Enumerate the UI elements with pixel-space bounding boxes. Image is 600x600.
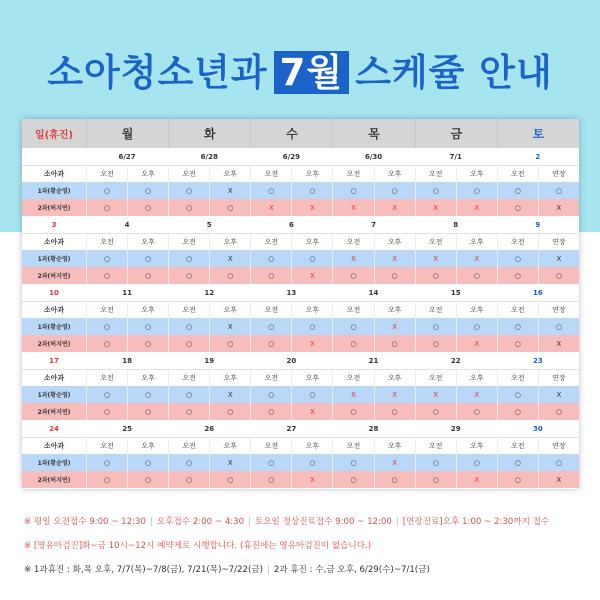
open-mark: ○ (168, 250, 209, 267)
open-mark: ○ (374, 403, 415, 420)
session-row (22, 437, 579, 454)
doctor2-row (22, 471, 579, 488)
open-mark: ○ (415, 471, 456, 488)
open-mark: ○ (456, 267, 497, 284)
date-row (22, 148, 579, 165)
doctor1-label: 1과(황순영) (37, 460, 71, 467)
closed-mark: X (374, 250, 415, 267)
date-cell: 15 (450, 288, 461, 297)
closed-mark: X (291, 267, 332, 284)
open-mark: ○ (497, 318, 538, 335)
session-label: 오전 (250, 370, 291, 386)
open-mark: ○ (127, 267, 168, 284)
open-mark: ○ (250, 454, 291, 471)
date-cell: 28 (368, 424, 379, 433)
date-cell: 25 (122, 424, 132, 433)
session-label: 오후 (291, 370, 332, 386)
closed-mark: X (415, 199, 456, 216)
open-mark: ○ (497, 403, 538, 420)
closed-mark: X (332, 199, 373, 216)
open-mark: ○ (86, 250, 127, 267)
date-cell: 20 (286, 356, 297, 365)
session-label: 오후 (209, 438, 250, 454)
open-mark: ○ (127, 335, 168, 352)
session-label: 오전 (332, 438, 373, 454)
open-mark: ○ (538, 267, 579, 284)
open-mark: ○ (86, 335, 127, 352)
open-mark: ○ (127, 182, 168, 199)
session-label: 오후 (456, 302, 497, 318)
session-label: 오후 (456, 166, 497, 182)
doctor2-label: 2과(허지연) (37, 273, 71, 280)
date-cell: 26 (204, 424, 215, 433)
open-mark: ○ (291, 454, 332, 471)
closed-mark: X (291, 471, 332, 488)
open-mark: ○ (168, 182, 209, 199)
session-label: 오전 (415, 438, 456, 454)
open-mark: ○ (374, 471, 415, 488)
session-label: 연장 (538, 234, 579, 250)
open-mark: ○ (209, 471, 250, 488)
week-block (22, 352, 579, 420)
session-label: 오후 (209, 302, 250, 318)
session-label: 오전 (168, 234, 209, 250)
open-mark: ○ (250, 471, 291, 488)
pediatrics-label: 소아과 (43, 170, 65, 178)
notice-saturday: 토요일 정상진료접수 9:00 ~ 12:00 (254, 517, 392, 527)
date-cell: 30 (532, 424, 543, 433)
session-label: 오전 (332, 302, 373, 318)
open-mark: ○ (168, 267, 209, 284)
date-cell: 12 (204, 288, 215, 297)
session-label: 오후 (291, 234, 332, 250)
date-cell: 9 (535, 220, 541, 229)
open-mark: ○ (86, 318, 127, 335)
doctor2-row (22, 267, 579, 284)
open-mark: ○ (415, 318, 456, 335)
open-mark: ○ (127, 454, 168, 471)
date-cell: 8 (453, 220, 459, 229)
pediatrics-label: 소아과 (43, 442, 65, 450)
open-mark: ○ (209, 335, 250, 352)
closed-mark: X (209, 318, 250, 335)
closed-mark: X (291, 403, 332, 420)
closed-mark: X (456, 386, 497, 403)
open-mark: ○ (497, 454, 538, 471)
page-title (0, 42, 600, 96)
header-saturday: 토 (497, 119, 579, 148)
session-label: 연장 (538, 166, 579, 182)
closed-mark: X (538, 386, 579, 403)
open-mark: ○ (415, 403, 456, 420)
closed-mark: X (332, 250, 373, 267)
notice-extended: [연장진료]오후 1:00 ~ 2:30까지 접수 (402, 517, 550, 527)
session-label: 오후 (374, 234, 415, 250)
doctor1-row (22, 454, 579, 471)
session-label: 오후 (209, 370, 250, 386)
date-cell: 5 (206, 220, 212, 229)
session-label: 오전 (250, 166, 291, 182)
doctor1-label: 1과(황순영) (37, 188, 71, 195)
open-mark: ○ (497, 471, 538, 488)
date-cell: 6/29 (282, 152, 300, 161)
closed-mark: X (332, 386, 373, 403)
session-label: 오전 (86, 302, 127, 318)
date-cell: 2 (535, 152, 541, 161)
doctor2-row (22, 403, 579, 420)
header-thursday: 목 (332, 119, 414, 148)
open-mark: ○ (332, 471, 373, 488)
session-label: 오후 (291, 438, 332, 454)
date-row (22, 284, 579, 301)
open-mark: ○ (374, 335, 415, 352)
session-label: 오전 (250, 438, 291, 454)
open-mark: ○ (291, 318, 332, 335)
open-mark: ○ (538, 318, 579, 335)
session-label: 오후 (374, 302, 415, 318)
open-mark: ○ (86, 182, 127, 199)
sunday-date: 10 (49, 288, 59, 297)
session-label: 오전 (86, 370, 127, 386)
session-label: 오후 (127, 234, 168, 250)
header-sunday: 일(휴진) (34, 130, 74, 141)
session-label: 오전 (168, 370, 209, 386)
session-label: 오전 (497, 234, 538, 250)
open-mark: ○ (86, 199, 127, 216)
session-label: 오후 (456, 438, 497, 454)
date-row (22, 420, 579, 437)
session-label: 오전 (497, 370, 538, 386)
sunday-date: 24 (49, 424, 59, 433)
separator: | (149, 517, 153, 527)
open-mark: ○ (332, 267, 373, 284)
date-cell: 13 (286, 288, 297, 297)
open-mark: ○ (250, 250, 291, 267)
pediatrics-label: 소아과 (43, 306, 65, 314)
session-label: 오전 (168, 438, 209, 454)
doctor2-row (22, 335, 579, 352)
open-mark: ○ (374, 182, 415, 199)
session-label: 오후 (374, 166, 415, 182)
session-label: 오후 (374, 438, 415, 454)
separator: | (395, 517, 399, 527)
open-mark: ○ (250, 182, 291, 199)
header-monday: 월 (86, 119, 168, 148)
closed-mark: X (209, 182, 250, 199)
doctor1-label: 1과(황순영) (37, 256, 71, 263)
open-mark: ○ (250, 403, 291, 420)
open-mark: ○ (291, 182, 332, 199)
open-mark: ○ (291, 386, 332, 403)
open-mark: ○ (415, 335, 456, 352)
open-mark: ○ (209, 403, 250, 420)
closed-mark: X (538, 250, 579, 267)
doctor2-label: 2과(허지연) (37, 477, 71, 484)
session-label: 오후 (209, 234, 250, 250)
open-mark: ○ (86, 386, 127, 403)
date-cell: 6/27 (118, 152, 136, 161)
session-label: 오후 (291, 166, 332, 182)
session-label: 오전 (250, 234, 291, 250)
session-label: 오전 (168, 166, 209, 182)
date-cell: 7/1 (449, 152, 462, 161)
session-label: 오후 (456, 370, 497, 386)
closed-mark: X (209, 250, 250, 267)
open-mark: ○ (250, 335, 291, 352)
session-label: 오전 (86, 438, 127, 454)
session-label: 오전 (415, 166, 456, 182)
session-label: 오전 (250, 302, 291, 318)
open-mark: ○ (497, 199, 538, 216)
closed-mark: X (250, 199, 291, 216)
session-row (22, 233, 579, 250)
schedule-calendar (22, 119, 579, 489)
date-cell: 11 (122, 288, 132, 297)
date-cell: 19 (204, 356, 215, 365)
open-mark: ○ (538, 454, 579, 471)
open-mark: ○ (168, 403, 209, 420)
open-mark: ○ (86, 471, 127, 488)
closed-mark: X (415, 250, 456, 267)
title-prefix: 소아청소년과 (47, 51, 268, 94)
separator: | (266, 565, 270, 575)
open-mark: ○ (168, 386, 209, 403)
open-mark: ○ (127, 318, 168, 335)
closed-mark: X (456, 250, 497, 267)
session-row (22, 301, 579, 318)
date-row (22, 352, 579, 369)
date-row (22, 216, 579, 233)
week-block (22, 420, 579, 488)
date-cell: 6/28 (200, 152, 218, 161)
week-block (22, 148, 579, 216)
open-mark: ○ (456, 318, 497, 335)
closed-mark: X (415, 386, 456, 403)
open-mark: ○ (497, 267, 538, 284)
session-label: 오전 (332, 370, 373, 386)
session-label: 오후 (374, 370, 415, 386)
calendar-header (22, 119, 579, 148)
doctor1-label: 1과(황순영) (37, 324, 71, 331)
open-mark: ○ (127, 403, 168, 420)
closed-mark: X (374, 454, 415, 471)
doctor2-label: 2과(허지연) (37, 409, 71, 416)
title-suffix: 스케쥴 안내 (355, 51, 553, 94)
doctor2-label: 2과(허지연) (37, 341, 71, 348)
open-mark: ○ (456, 454, 497, 471)
closed-mark: X (456, 335, 497, 352)
session-label: 오전 (415, 234, 456, 250)
open-mark: ○ (168, 454, 209, 471)
notice-checkup: ※ [영유아검진]화~금 10시~12시 예약제로 시행합니다. (휴진에는 영유아검진이 없습니다.) (24, 541, 372, 551)
session-label: 오전 (332, 234, 373, 250)
session-label: 오전 (497, 302, 538, 318)
session-label: 오후 (209, 166, 250, 182)
open-mark: ○ (127, 386, 168, 403)
week-block (22, 216, 579, 284)
date-cell: 21 (368, 356, 379, 365)
closed-mark: X (538, 335, 579, 352)
closed-mark: X (538, 199, 579, 216)
open-mark: ○ (332, 454, 373, 471)
open-mark: ○ (415, 182, 456, 199)
session-label: 오전 (168, 302, 209, 318)
open-mark: ○ (168, 335, 209, 352)
sunday-date (22, 148, 86, 165)
doctor1-label: 1과(황순영) (37, 392, 71, 399)
session-label: 오후 (127, 370, 168, 386)
open-mark: ○ (86, 267, 127, 284)
session-label: 연장 (538, 302, 579, 318)
open-mark: ○ (127, 471, 168, 488)
doctor1-row (22, 182, 579, 199)
session-label: 오전 (415, 302, 456, 318)
date-cell: 18 (122, 356, 132, 365)
date-cell: 27 (286, 424, 297, 433)
sunday-date: 17 (49, 356, 59, 365)
sunday-date: 3 (51, 220, 57, 229)
open-mark: ○ (86, 454, 127, 471)
notice-doctor1-closure: ※ 1과휴진 : 화,목 오후, 7/7(목)~7/8(금), 7/21(목)~7/22(금) (24, 565, 263, 575)
session-label: 오전 (497, 438, 538, 454)
pediatrics-label: 소아과 (43, 238, 65, 246)
session-label: 오전 (86, 234, 127, 250)
date-cell: 22 (450, 356, 461, 365)
closed-mark: X (291, 335, 332, 352)
open-mark: ○ (209, 199, 250, 216)
session-label: 오후 (456, 234, 497, 250)
doctor2-label: 2과(허지연) (37, 205, 71, 212)
date-cell: 4 (124, 220, 130, 229)
header-wednesday: 수 (250, 119, 332, 148)
session-row (22, 165, 579, 182)
closed-mark: X (209, 454, 250, 471)
session-label: 오전 (332, 166, 373, 182)
open-mark: ○ (374, 267, 415, 284)
session-label: 오전 (86, 166, 127, 182)
open-mark: ○ (168, 471, 209, 488)
closed-mark: X (374, 386, 415, 403)
session-label: 오후 (291, 302, 332, 318)
date-cell: 23 (532, 356, 543, 365)
session-label: 오후 (127, 302, 168, 318)
pediatrics-label: 소아과 (43, 374, 65, 382)
closed-mark: X (209, 386, 250, 403)
open-mark: ○ (456, 182, 497, 199)
doctor1-row (22, 250, 579, 267)
closed-mark: X (374, 318, 415, 335)
session-row (22, 369, 579, 386)
open-mark: ○ (168, 318, 209, 335)
open-mark: ○ (86, 403, 127, 420)
session-label: 오전 (497, 166, 538, 182)
closed-mark: X (291, 199, 332, 216)
open-mark: ○ (332, 335, 373, 352)
open-mark: ○ (250, 267, 291, 284)
session-label: 오후 (127, 166, 168, 182)
open-mark: ○ (497, 386, 538, 403)
closed-mark: X (538, 471, 579, 488)
open-mark: ○ (291, 250, 332, 267)
open-mark: ○ (497, 182, 538, 199)
open-mark: ○ (497, 250, 538, 267)
doctor1-row (22, 386, 579, 403)
date-cell: 16 (532, 288, 543, 297)
open-mark: ○ (497, 335, 538, 352)
open-mark: ○ (332, 403, 373, 420)
notice-section (24, 518, 584, 590)
notice-doctor2-closure: 2과 휴진 : 수,금 오후, 6/29(수)~7/1(금) (273, 565, 430, 575)
closed-mark: X (374, 199, 415, 216)
separator: | (248, 517, 251, 527)
open-mark: ○ (456, 403, 497, 420)
date-cell: 7 (371, 220, 376, 229)
closed-mark: X (456, 471, 497, 488)
open-mark: ○ (209, 267, 250, 284)
notice-weekday-pm: 오후접수 2:00 ~ 4:30 (156, 517, 245, 527)
session-label: 연장 (538, 370, 579, 386)
open-mark: ○ (538, 182, 579, 199)
notice-weekday-am: ※ 평일 오전접수 9:00 ~ 12:30 (24, 517, 146, 527)
session-label: 오전 (415, 370, 456, 386)
open-mark: ○ (332, 182, 373, 199)
open-mark: ○ (538, 403, 579, 420)
open-mark: ○ (127, 199, 168, 216)
calendar-weeks (22, 148, 579, 488)
open-mark: ○ (127, 250, 168, 267)
open-mark: ○ (415, 267, 456, 284)
notice-closures (24, 566, 584, 579)
open-mark: ○ (415, 454, 456, 471)
open-mark: ○ (168, 199, 209, 216)
week-block (22, 284, 579, 352)
open-mark: ○ (250, 318, 291, 335)
date-cell: 29 (450, 424, 461, 433)
date-cell: 6/30 (364, 152, 383, 161)
open-mark: ○ (250, 386, 291, 403)
session-label: 연장 (538, 438, 579, 454)
header-friday: 금 (415, 119, 497, 148)
date-cell: 14 (368, 288, 379, 297)
title-month-highlight: 7월 (274, 51, 350, 94)
notice-hours (24, 518, 584, 531)
open-mark: ○ (332, 318, 373, 335)
session-label: 오후 (127, 438, 168, 454)
header-tuesday: 화 (168, 119, 250, 148)
doctor1-row (22, 318, 579, 335)
date-cell: 6 (288, 220, 294, 229)
doctor2-row (22, 199, 579, 216)
closed-mark: X (456, 199, 497, 216)
